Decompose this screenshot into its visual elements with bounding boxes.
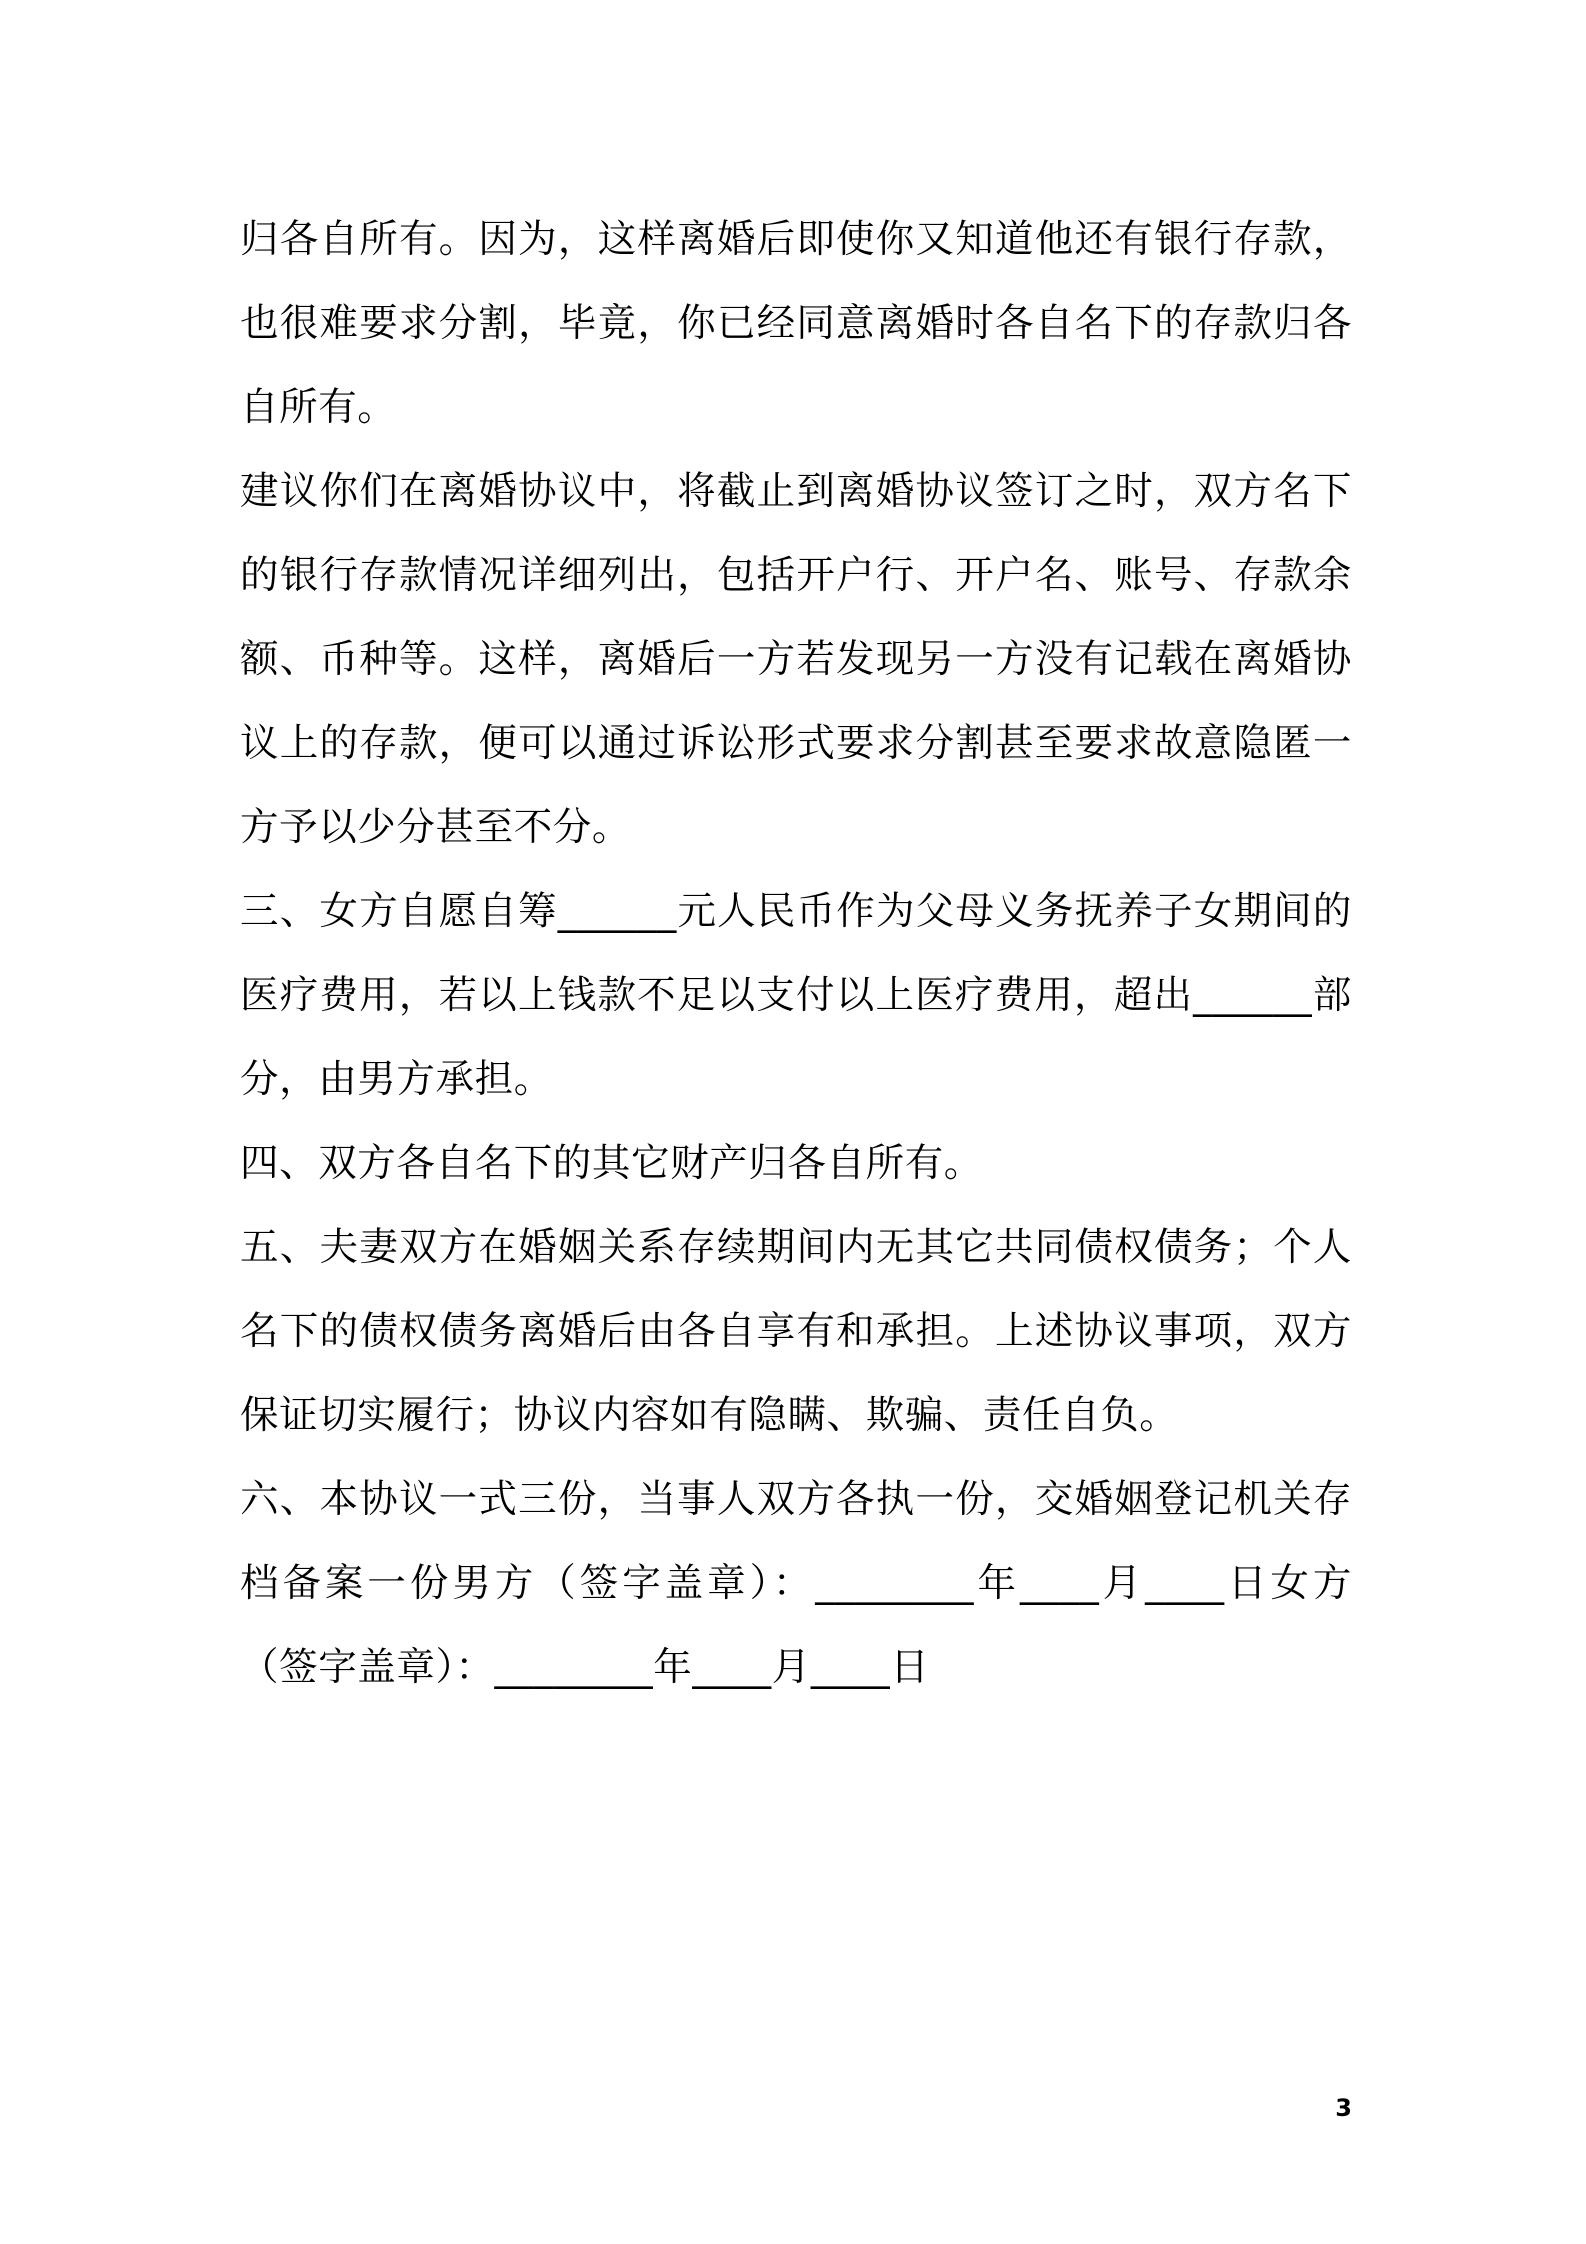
paragraph-deposits-ownership: 归各自所有。因为，这样离婚后即使你又知道他还有银行存款，也很难要求分割，毕竟，你已经同意离婚时各自名下的存款归各自所有。	[240, 217, 1352, 430]
clause-5-debts: 五、夫妻双方在婚姻关系存续期间内无其它共同债权债务；个人名下的债权债务离婚后由各自享有和承担。上述协议事项，双方保证切实履行；协议内容如有隐瞒、欺骗、责任自负。	[240, 1225, 1352, 1438]
clause-4-other-property: 四、双方各自名下的其它财产归各自所有。	[240, 1141, 983, 1186]
paragraph-deposit-advice: 建议你们在离婚协议中，将截止到离婚协议签订之时，双方名下的银行存款情况详细列出，包括开户行、开户名、账号、存款余额、币种等。这样，离婚后一方若发现另一方没有记载在离婚协议上的存款，便可以通过诉讼形式要求分割甚至要求故意隐匿一方予以少分甚至不分。	[240, 469, 1352, 850]
page-number: 3	[1335, 2094, 1352, 2122]
document-body	[240, 198, 1352, 1710]
clause-3-medical-expenses: 三、女方自愿自筹______元人民币作为父母义务抚养子女期间的医疗费用，若以上钱款不足以支付以上医疗费用，超出______部分，由男方承担。	[240, 889, 1352, 1102]
clause-6-copies-signatures: 六、本协议一式三份，当事人双方各执一份，交婚姻登记机关存档备案一份男方（签字盖章）：________年____月____日女方（签字盖章）：________年____月____日	[240, 1477, 1352, 1690]
